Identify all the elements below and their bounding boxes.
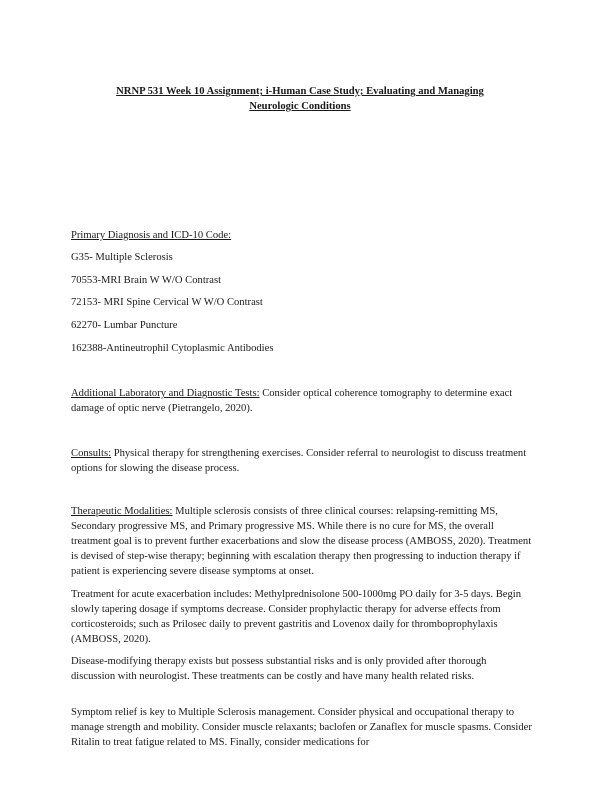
disease-modifying-text: Disease-modifying therapy exists but possess substantial risks and is only provided after thorough discussion with neurologist. These treatments can be costly and have many health related risks. [71, 656, 487, 682]
consults-text: Physical therapy for strengthening exercises. Consider referral to neurologist to discuss treatment options for slowing the disease process. [71, 448, 527, 474]
code-line-4: 62270- Lumbar Puncture [71, 320, 178, 331]
title-line-2: Neurologic Conditions [249, 101, 351, 112]
document-title [80, 84, 520, 114]
primary-diagnosis-heading: Primary Diagnosis and ICD-10 Code: [71, 230, 232, 241]
code-line-5: 162388-Antineutrophil Cytoplasmic Antibodies [71, 343, 274, 354]
code-line-1: G35- Multiple Sclerosis [71, 252, 173, 263]
symptom-relief-text: Symptom relief is key to Multiple Sclerosis management. Consider physical and occupational therapy to manage strength and mobility. Consider muscle relaxants; baclofen or Zanaflex for muscle spasms. Consider Ritalin to treat fatigue related to MS. Finally, consider medications for [71, 707, 532, 748]
code-line-3: 72153- MRI Spine Cervical W W/O Contrast [71, 297, 263, 308]
acute-exacerbation-paragraph [71, 587, 533, 647]
code-line-2: 70553-MRI Brain W W/O Contrast [71, 275, 222, 286]
consults-section [71, 446, 533, 476]
therapeutic-text: Multiple sclerosis consists of three clinical courses: relapsing-remitting MS, Secondary progressive MS, and Primary progressive MS. While there is no cure for MS, the overall treatment goal is to prevent further exacerbations and slow the disease process (AMBOSS, 2020). Treatment is devised of step-wise therapy; beginning with escalation therapy then progressing to induction therapy if patient is experiencing severe disease symptoms at onset. [71, 506, 532, 577]
acute-exacerbation-text: Treatment for acute exacerbation includes: Methylprednisolone 500-1000mg PO daily for 3-5 days. Begin slowly tapering dosage if symptoms decrease. Consider prophylactic therapy for adverse effects from corticosteroids; such as Prilosec daily to prevent gastritis and Lovenox daily for thromboprophylaxis (AMBOSS, 2020). [71, 589, 522, 645]
additional-tests-heading: Additional Laboratory and Diagnostic Tests: [71, 388, 260, 399]
consults-heading: Consults: [71, 448, 112, 459]
title-line-1: NRNP 531 Week 10 Assignment; i-Human Case Study; Evaluating and Managing [116, 86, 484, 97]
therapeutic-section [71, 504, 533, 579]
additional-tests-text: Consider optical coherence tomography to determine exact damage of optic nerve (Pietrangelo, 2020). [71, 388, 513, 414]
therapeutic-heading: Therapeutic Modalities: [71, 506, 173, 517]
additional-tests-section [71, 386, 533, 416]
disease-modifying-paragraph [71, 654, 533, 684]
symptom-relief-paragraph [71, 705, 533, 750]
